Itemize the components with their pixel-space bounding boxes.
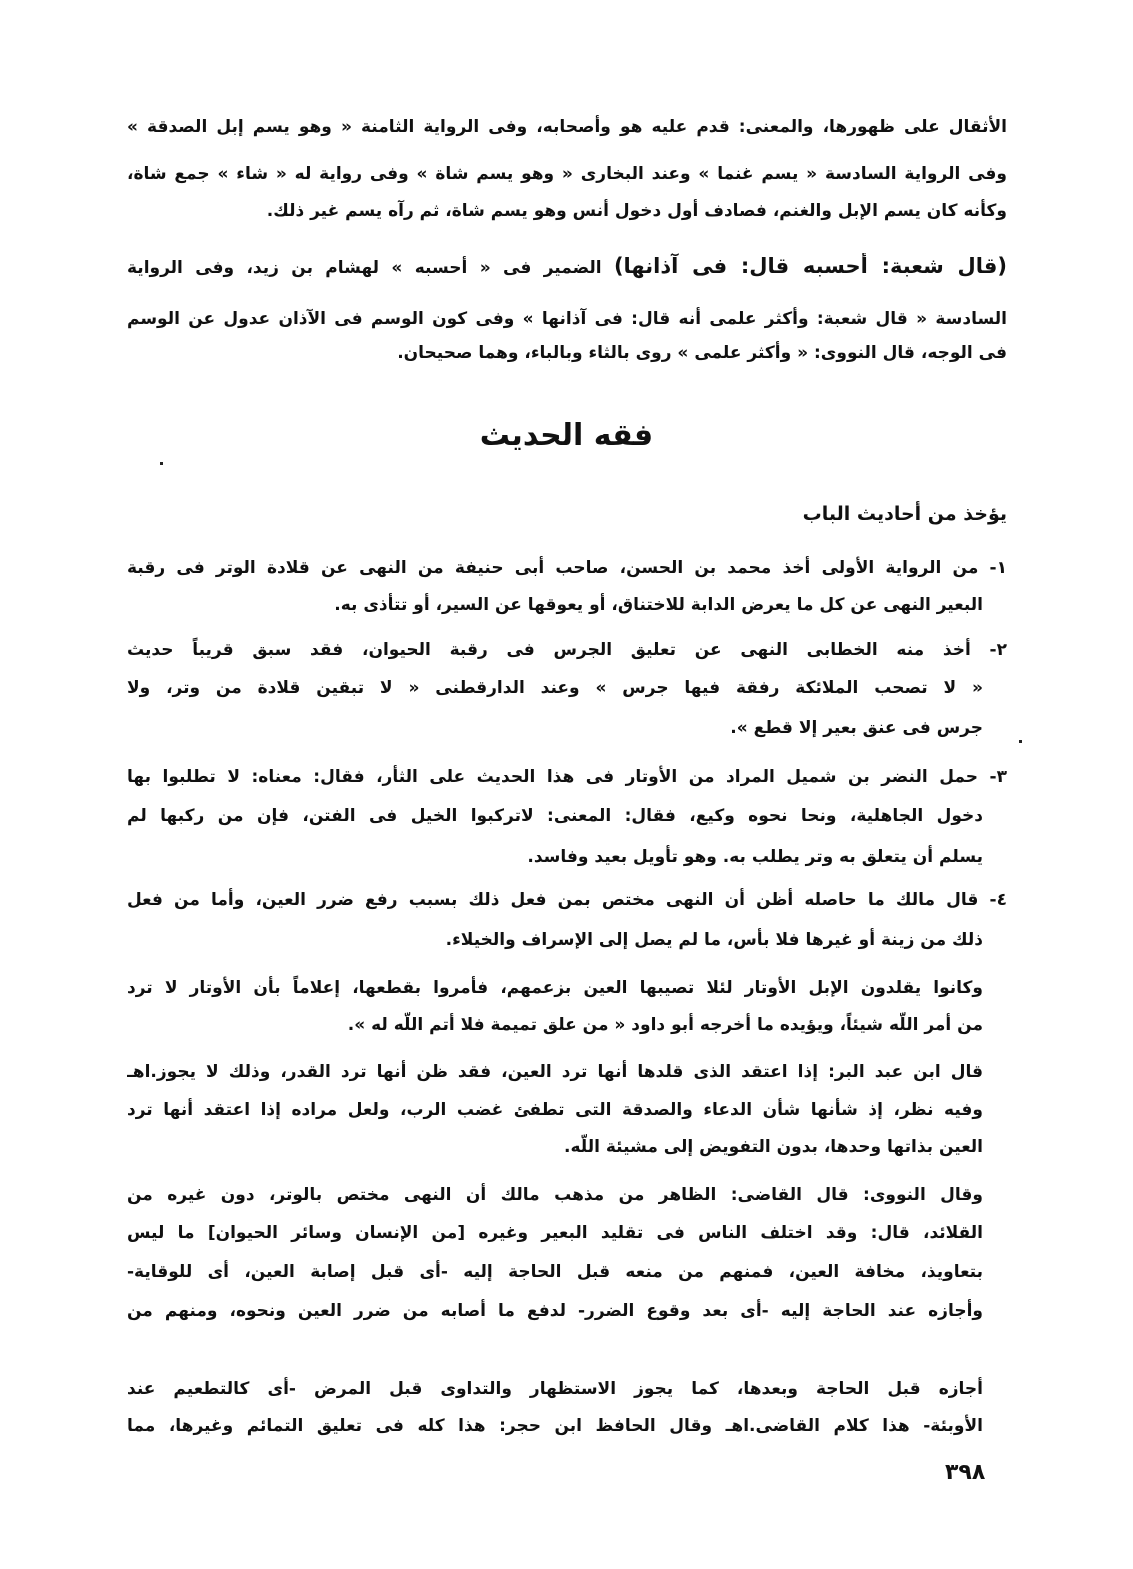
text-line: بتعاويذ، مخافة العين، فمنهم من منعه قبل الحاجة إليه -أى قبل إصابة العين، أى للوقاية- xyxy=(127,1262,983,1282)
text-line: وأجازه عند الحاجة إليه -أى بعد وقوع الضرر- لدفع ما أصابه من ضرر العين ونحوه، ومنهم من xyxy=(127,1301,983,1321)
list-item-line: البعير النهى عن كل ما يعرض الدابة للاختناق، أو يعوقها عن السير، أو تتأذى به. xyxy=(334,595,983,615)
lemma: (قال شعبة: أحسبه قال: فى آذانها) xyxy=(613,254,1007,278)
text-line: وكانوا يقلدون الإبل الأوتار لئلا تصيبها العين بزعمهم، فأمروا بقطعها، إعلاماً بأن الأوتار لا ترد xyxy=(127,978,983,998)
scan-speck xyxy=(1019,740,1022,743)
list-item-line: ذلك من زينة أو غيرها فلا بأس، ما لم يصل إلى الإسراف والخيلاء. xyxy=(445,930,983,950)
section-heading: فقه الحديث xyxy=(479,418,654,453)
text-line: من أمر اللَّه شيئاً، ويؤيده ما أخرجه أبو داود « من علق تميمة فلا أتم اللَّه له ». xyxy=(347,1015,983,1035)
text-line: وفى الرواية السادسة « يسم غنما » وعند البخارى « وهو يسم شاة » وفى رواية له « شاء » جمع شاة، xyxy=(127,164,1007,184)
page-number: ٣٩٨ xyxy=(945,1460,986,1485)
lemma-commentary: الضمير فى « أحسبه » لهشام بن زيد، وفى الرواية xyxy=(127,258,602,278)
text-line: القلائد، قال: وقد اختلف الناس فى تقليد البعير وغيره [من الإنسان وسائر الحيوان] ما ليس xyxy=(127,1223,983,1243)
subheading: يؤخذ من أحاديث الباب xyxy=(802,503,1007,525)
text-line xyxy=(127,253,1007,281)
text-line: الأوبئة- هذا كلام القاضى.اهـ وقال الحافظ ابن حجر: هذا كله فى تعليق التمائم وغيرها، مما xyxy=(127,1416,983,1436)
list-item-line: جرس فى عنق بعير إلا قطع ». xyxy=(730,718,983,738)
text-line: السادسة « قال شعبة: وأكثر علمى أنه قال: فى آذانها » وفى كون الوسم فى الآذان عدول عن الوسم xyxy=(127,309,1007,329)
text-line: وفيه نظر، إذ شأنها شأن الدعاء والصدقة التى تطفئ غضب الرب، ولعل مراده إذا اعتقد أنها ترد xyxy=(127,1100,983,1120)
text-line: أجازه قبل الحاجة وبعدها، كما يجوز الاستظهار والتداوى قبل المرض -أى كالتطعيم عند xyxy=(127,1379,983,1399)
list-item-line: « لا تصحب الملائكة رفقة فيها جرس » وعند الدارقطنى « لا تبقين قلادة من وتر، ولا xyxy=(127,678,983,698)
text-line: الأثقال على ظهورها، والمعنى: قدم عليه هو وأصحابه، وفى الرواية الثامنة « وهو يسم إبل الصدقة » xyxy=(127,117,1007,137)
list-item-line: دخول الجاهلية، ونحا نحوه وكيع، فقال: المعنى: لاتركبوا الخيل فى الفتن، فإن من ركبها لم xyxy=(127,806,983,826)
list-item-line: ٤- قال مالك ما حاصله أظن أن النهى مختص بمن فعل ذلك بسبب رفع ضرر العين، وأما من فعل xyxy=(127,890,1007,910)
text-line: وكأنه كان يسم الإبل والغنم، فصادف أول دخول أنس وهو يسم شاة، ثم رآه يسم غير ذلك. xyxy=(266,201,1007,221)
scan-speck xyxy=(160,462,163,465)
list-item-line: يسلم أن يتعلق به وتر يطلب به. وهو تأويل بعيد وفاسد. xyxy=(527,847,983,867)
text-line: العين بذاتها وحدها، بدون التفويض إلى مشيئة اللَّه. xyxy=(564,1137,983,1157)
list-item-line: ٣- حمل النضر بن شميل المراد من الأوتار فى هذا الحديث على الثأر، فقال: معناه: لا تطلبوا بها xyxy=(127,767,1007,787)
list-item-line: ٢- أخذ منه الخطابى النهى عن تعليق الجرس فى رقبة الحيوان، فقد سبق قريباً حديث xyxy=(127,640,1007,660)
text-line: قال ابن عبد البر: إذا اعتقد الذى قلدها أنها ترد العين، فقد ظن أنها ترد القدر، وذلك لا يجوز.اهـ xyxy=(127,1062,983,1082)
list-item-line: ١- من الرواية الأولى أخذ محمد بن الحسن، صاحب أبى حنيفة من النهى عن قلادة الوتر فى رقبة xyxy=(127,558,1007,578)
text-line: فى الوجه، قال النووى: « وأكثر علمى » روى بالثاء وبالباء، وهما صحيحان. xyxy=(397,343,1007,363)
text-line: وقال النووى: قال القاضى: الظاهر من مذهب مالك أن النهى مختص بالوتر، دون غيره من xyxy=(127,1185,983,1205)
